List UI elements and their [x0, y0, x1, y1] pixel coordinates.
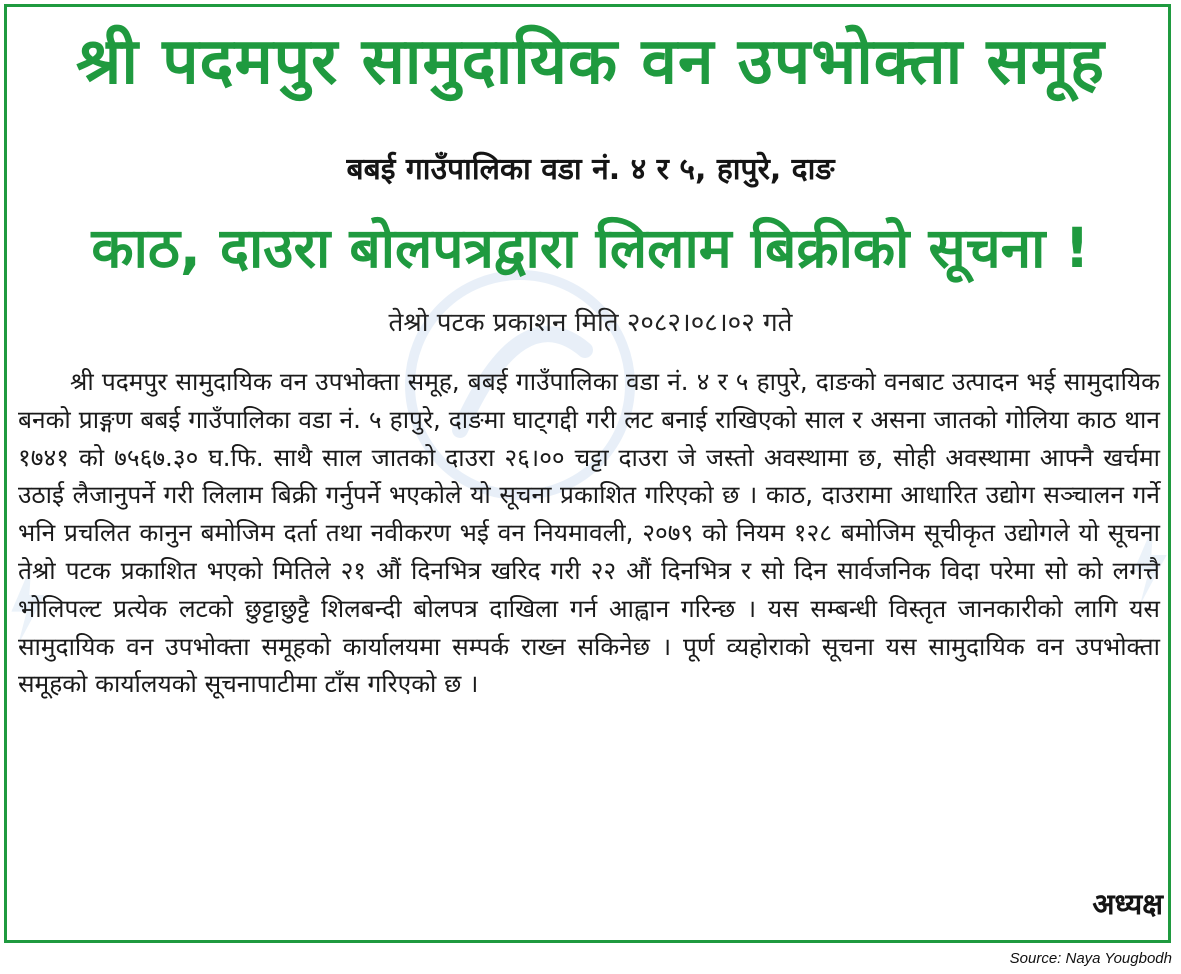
notice-headline: काठ, दाउरा बोलपत्रद्वारा लिलाम बिक्रीको सूचना ! [91, 216, 1090, 280]
source-credit: Source: Naya Yougbodh [1009, 950, 1172, 967]
notice-body: श्री पदमपुर सामुदायिक वन उपभोक्ता समूह, बबई गाउँपालिका वडा नं. ४ र ५ हापुरे, दाङको वनबाट उत्पादन भई सामुदायिक बनको प्राङ्गण बबई गाउँपालिका वडा नं. ५ हापुरे, दाङमा घाट्गद्दी गरी लट बनाई राखिएको साल र असना जातको गोलिया काठ थान १७४१ को ७५६७.३० घ.फि. साथै साल जातको दाउरा २६।०० चट्टा दाउरा जे जस्तो अवस्थामा छ, सोही अवस्थामा आफ्नै खर्चमा उठाई लैजानुपर्ने गरी लिलाम बिक्री गर्नुपर्ने भएकोले यो सूचना प्रकाशित गरिएको छ । काठ, दाउरामा आधारित उद्योग सञ्चालन गर्ने भनि प्रचलित कानुन बमोजिम दर्ता तथा नवीकरण भई वन नियमावली, २०७९ को नियम १२८ बमोजिम सूचीकृत उद्योगले यो सूचना तेश्रो पटक प्रकाशित भएको मितिले २१ औं दिनभित्र खरिद गरी २२ औं दिनभित्र र सो दिन सार्वजनिक विदा परेमा सो को लगत्तै भोलिपल्ट प्रत्येक लटको छुट्टाछुट्टै शिलबन्दी बोलपत्र दाखिला गर्न आह्वान गरिन्छ । यस सम्बन्धी विस्तृत जानकारीको लागि यस सामुदायिक वन उपभोक्ता समूहको कार्यालयमा सम्पर्क राख्न सकिनेछ । पूर्ण व्यहोराको सूचना यस सामुदायिक वन उपभोक्ता समूहको कार्यालयको सूचनापाटीमा टाँस गरिएको छ । [18, 367, 1160, 699]
notice-address: बबई गाउँपालिका वडा नं. ४ र ५, हापुरे, दाङ [346, 152, 835, 187]
signature: अध्यक्ष [1092, 887, 1163, 921]
notice-title: श्री पदमपुर सामुदायिक वन उपभोक्ता समूह [76, 25, 1105, 99]
publication-date: तेश्रो पटक प्रकाशन मिति २०८२।०८।०२ गते [388, 308, 793, 338]
